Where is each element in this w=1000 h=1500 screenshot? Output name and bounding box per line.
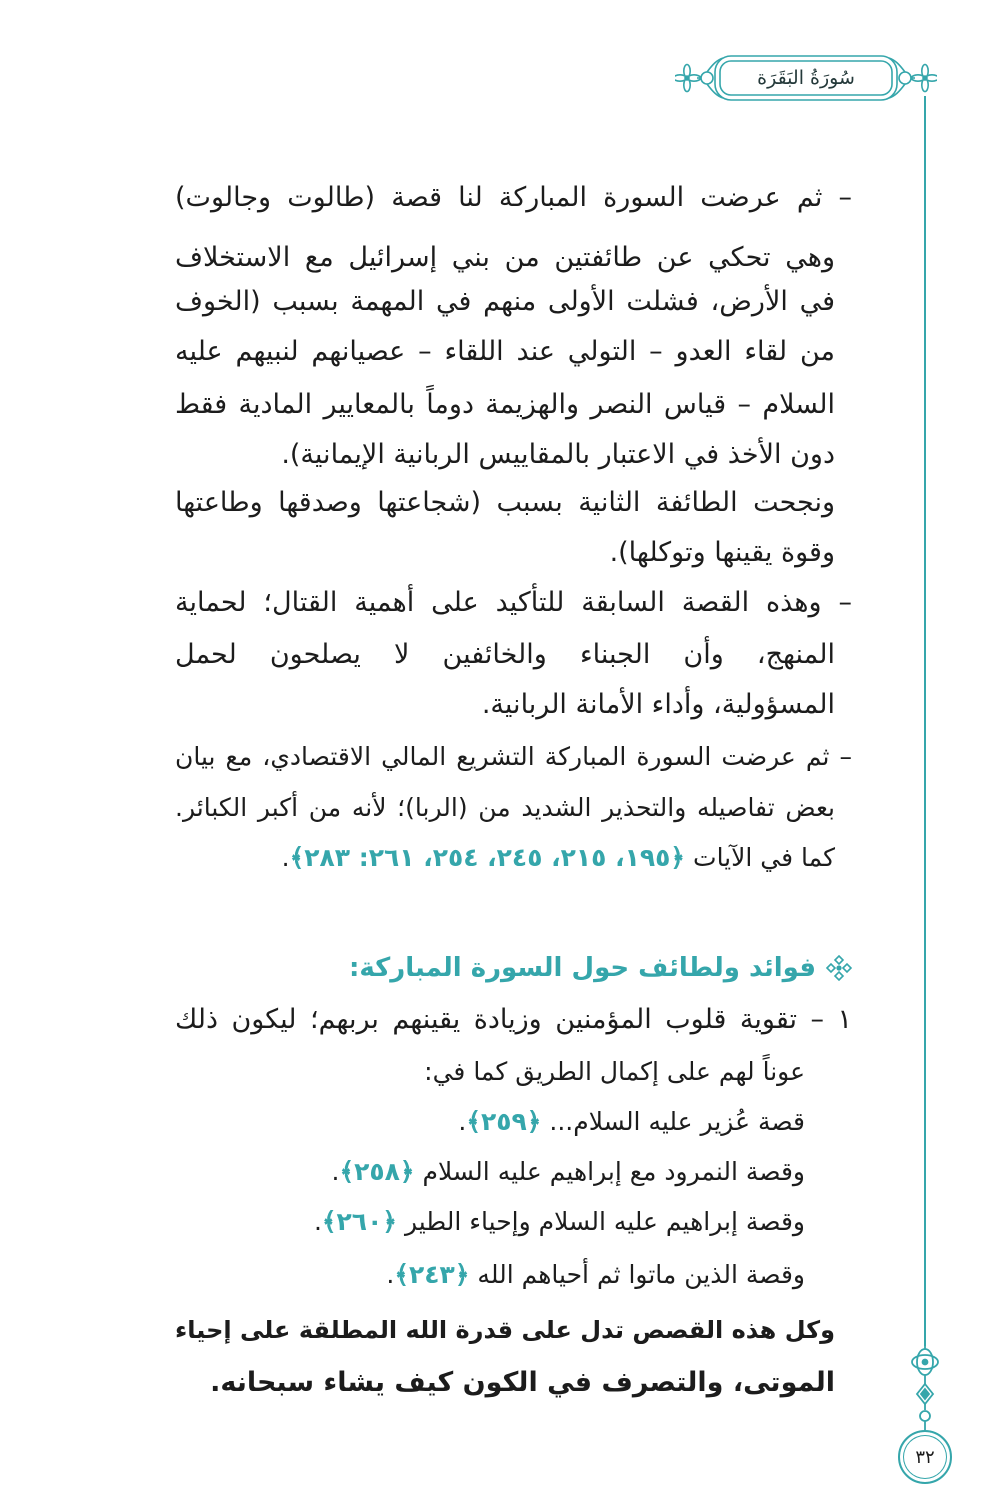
verse-number: ﴿٢٤٣﴾ (394, 1260, 470, 1289)
story-text: وقصة الذين ماتوا ثم أحياهم الله (477, 1260, 805, 1289)
text-line: – وهذه القصة السابقة للتأكيد على أهمية القتال؛ لحماية (175, 587, 852, 618)
verse-numbers: ﴿١٩٥، ٢١٥، ٢٤٥، ٢٥٤، ٢٦١: ٢٨٣﴾ (289, 843, 686, 872)
story-text: وقصة إبراهيم عليه السلام وإحياء الطير (404, 1207, 805, 1236)
text-line: في الأرض، فشلت الأولى منهم في المهمة بسبب (الخوف (175, 286, 835, 317)
verse-prefix: كما في الآيات (693, 843, 835, 872)
right-flower-icon (912, 65, 938, 92)
text-line: السلام – قياس النصر والهزيمة دوماً بالمعايير المادية فقط (175, 389, 835, 420)
conclusion-line: الموتى، والتصرف في الكون كيف يشاء سبحانه. (210, 1367, 835, 1398)
story-end: . (458, 1107, 467, 1136)
list-item: ١ – تقوية قلوب المؤمنين وزيادة يقينهم بربهم؛ ليكون ذلك (175, 1004, 852, 1035)
knot-ornament-icon (900, 1340, 950, 1430)
verse-suffix: . (281, 843, 290, 872)
surah-title: سُورَةُ البَقَرَة (757, 67, 855, 89)
left-flower-icon (675, 65, 701, 92)
story-line (175, 1097, 805, 1147)
flower-bullet-icon (826, 955, 852, 981)
page-number: ٣٢ (898, 1430, 952, 1484)
text-line: وهي تحكي عن طائفتين من بني إسرائيل مع الاستخلاف (175, 242, 835, 273)
text-line: – ثم عرضت السورة المباركة لنا قصة (طالوت وجالوت) (175, 182, 852, 213)
side-rule (924, 96, 926, 1346)
text-line: عوناً لهم على إكمال الطريق كما في: (424, 1057, 805, 1086)
story-text: قصة عُزير عليه السلام... (549, 1107, 805, 1136)
text-line: دون الأخذ في الاعتبار بالمقاييس الربانية الإيمانية). (281, 439, 835, 470)
text-line: – ثم عرضت السورة المباركة التشريع المالي الاقتصادي، مع بيان (175, 742, 852, 771)
text-line: من لقاء العدو – التولي عند اللقاء – عصيانهم لنبيهم عليه (175, 336, 835, 367)
section-heading (349, 943, 852, 993)
story-line (175, 1147, 805, 1197)
conclusion-line: وكل هذه القصص تدل على قدرة الله المطلقة على إحياء (175, 1316, 835, 1344)
text-line: بعض تفاصيله والتحذير الشديد من (الربا)؛ لأنه من أكبر الكبائر. (175, 793, 835, 822)
story-end: . (313, 1207, 322, 1236)
verse-number: ﴿٢٥٨﴾ (339, 1157, 415, 1186)
verse-reference-line (175, 833, 835, 883)
section-heading-text: فوائد ولطائف حول السورة المباركة: (348, 953, 816, 983)
story-line (175, 1250, 805, 1300)
verse-number: ﴿٢٦٠﴾ (321, 1207, 397, 1236)
text-line: وقوة يقينها وتوكلها). (609, 537, 835, 568)
text-line: ونجحت الطائفة الثانية بسبب (شجاعتها وصدقها وطاعتها (175, 487, 835, 518)
story-end: . (331, 1157, 340, 1186)
text-line: المسؤولية، وأداء الأمانة الربانية. (481, 689, 835, 720)
verse-number: ﴿٢٥٩﴾ (466, 1107, 542, 1136)
story-text: وقصة النمرود مع إبراهيم عليه السلام (422, 1157, 805, 1186)
story-end: . (386, 1260, 395, 1289)
text-line: المنهج، وأن الجبناء والخائفين لا يصلحون لحمل (175, 639, 835, 670)
story-line (175, 1197, 805, 1247)
